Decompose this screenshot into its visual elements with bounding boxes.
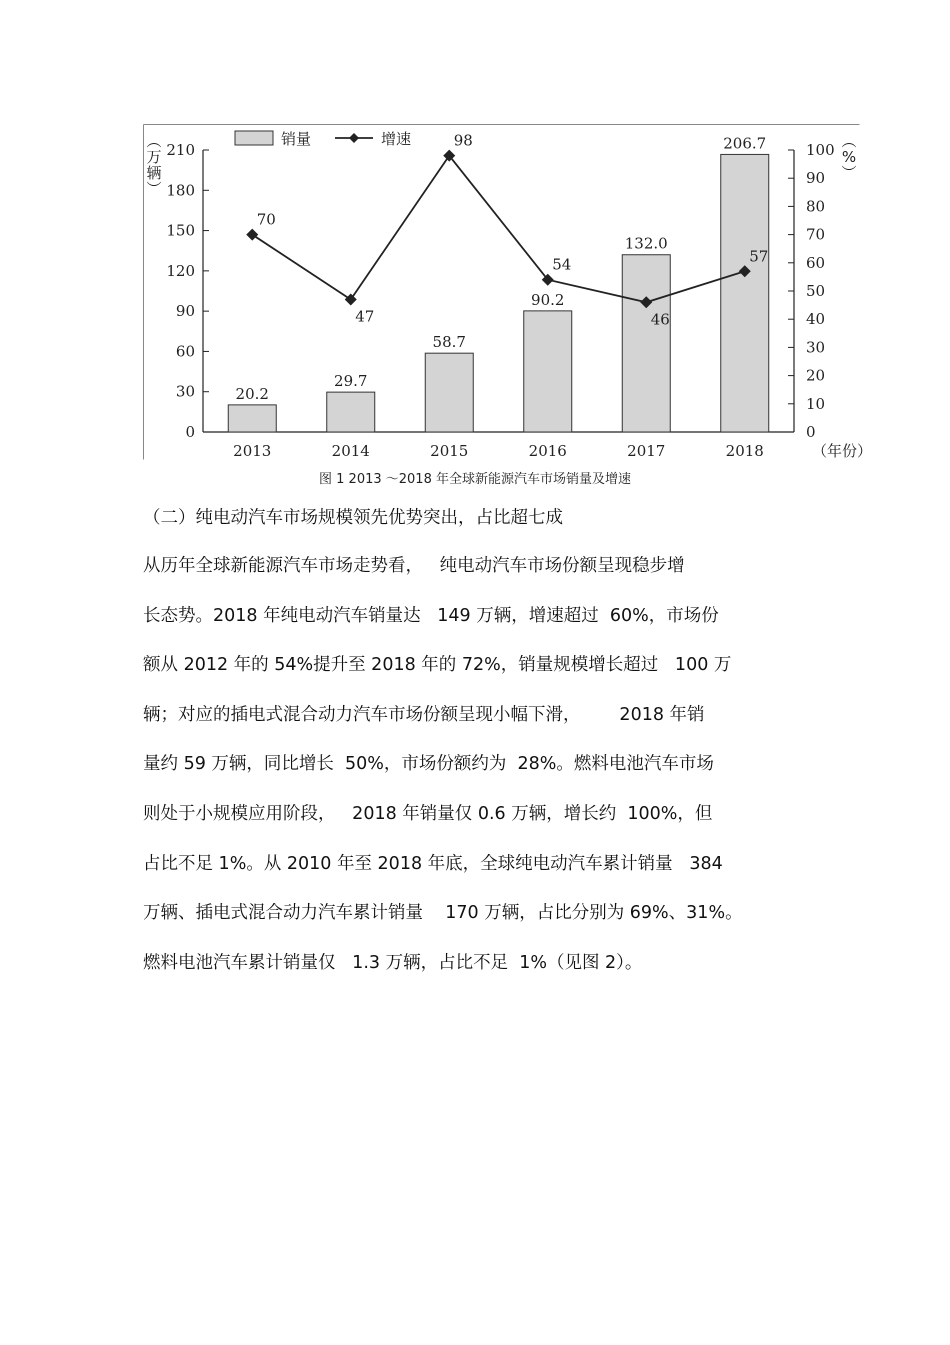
right-tick-label: 100 [806, 141, 835, 159]
left-axis-unit-label: 万 [146, 148, 162, 166]
bar-value-label: 29.7 [334, 372, 368, 391]
growth-value-label: 47 [355, 307, 375, 326]
growth-value-label: 54 [552, 255, 572, 274]
bar-value-label: 58.7 [432, 333, 466, 352]
legend-bar-label: 销量 [281, 130, 312, 148]
bar-value-label: 20.2 [235, 384, 269, 403]
left-tick-label: 90 [175, 302, 195, 321]
x-tick-label: 2015 [430, 442, 469, 460]
paragraph-line: 额从 2012 年的 54%提升至 2018 年的 72%，销量规模增长超过 100 万 [143, 655, 732, 676]
right-tick-label: 20 [806, 366, 826, 385]
growth-value-label: 70 [256, 210, 276, 229]
right-tick-label: 60 [806, 253, 826, 272]
left-tick-label: 30 [175, 382, 195, 401]
left-tick-label: 150 [166, 221, 195, 240]
growth-value-label: 46 [650, 310, 670, 329]
growth-value-label: 57 [749, 247, 769, 266]
left-axis-unit-label: 辆 [146, 164, 162, 182]
left-tick-label: 180 [166, 181, 195, 200]
bar-2017 [622, 255, 670, 432]
bar-2013 [228, 405, 276, 432]
right-axis-unit-label: % [841, 148, 857, 166]
bar-2016 [524, 311, 572, 432]
x-tick-label: 2016 [528, 442, 567, 460]
paragraph-line: 辆；对应的插电式混合动力汽车市场份额呈现小幅下滑， 2018 年销 [143, 704, 705, 725]
legend-bar-swatch [235, 131, 273, 145]
growth-line [252, 156, 745, 303]
right-tick-label: 50 [806, 282, 826, 300]
bar-2018 [721, 154, 769, 432]
growth-marker-2014 [345, 293, 357, 305]
x-axis-label: （年份） [811, 442, 873, 460]
paragraph-line: 万辆、插电式混合动力汽车累计销量 170 万辆，占比分别为 69%、31%。 [143, 903, 743, 924]
legend-line-marker [349, 133, 359, 143]
right-tick-label: 30 [806, 338, 826, 357]
right-tick-label: 10 [806, 394, 826, 413]
paragraph-line: 则处于小规模应用阶段， 2018 年销量仅 0.6 万辆，增长约 100%，但 [143, 803, 713, 824]
x-tick-label: 2017 [627, 442, 666, 460]
paragraph-line: 量约 59 万辆，同比增长 50%，市场份额约为 28%。燃料电池汽车市场 [143, 754, 714, 775]
section-heading: （二）纯电动汽车市场规模领先优势突出，占比超七成 [143, 508, 563, 528]
left-tick-label: 60 [175, 342, 195, 361]
x-tick-label: 2014 [331, 442, 370, 460]
paragraph-line: 从历年全球新能源汽车市场走势看， 纯电动汽车市场份额呈现稳步增 [143, 556, 685, 576]
paragraph-line: 占比不足 1%。从 2010 年至 2018 年底，全球纯电动汽车累计销量 384 [143, 853, 723, 874]
x-tick-label: 2018 [725, 442, 764, 460]
right-axis-unit-label: ︶ [841, 164, 857, 182]
figure-caption: 图 1 2013 ～2018 年全球新能源汽车市场销量及增速 [319, 472, 631, 487]
bar-2015 [425, 353, 473, 432]
bar-value-label: 132.0 [624, 234, 668, 253]
bar-value-label: 90.2 [531, 290, 565, 309]
right-axis-unit-label: ︵ [841, 132, 857, 150]
left-axis-unit-label: ︵ [146, 132, 162, 150]
paragraph-line: 长态势。2018 年纯电动汽车销量达 149 万辆，增速超过 60%，市场份 [143, 605, 719, 626]
legend-line-label: 增速 [381, 130, 412, 148]
paragraph-line: 燃料电池汽车累计销量仅 1.3 万辆，占比不足 1%（见图 2）。 [143, 952, 643, 973]
right-tick-label: 70 [806, 225, 826, 244]
left-axis-unit-label: ︶ [146, 180, 162, 198]
bar-2014 [327, 392, 375, 432]
growth-value-label: 98 [453, 131, 473, 150]
chart-canvas [143, 124, 873, 460]
left-tick-label: 210 [166, 141, 195, 159]
x-tick-label: 2013 [233, 442, 272, 460]
body-paragraph [143, 546, 823, 992]
right-tick-label: 80 [806, 197, 826, 216]
left-tick-label: 120 [166, 261, 195, 280]
bar-value-label: 206.7 [723, 134, 767, 153]
growth-marker-2013 [246, 229, 258, 241]
sales-growth-chart [143, 124, 873, 460]
right-tick-label: 40 [806, 310, 826, 329]
left-tick-label: 0 [185, 423, 195, 441]
right-tick-label: 0 [806, 423, 816, 441]
right-tick-label: 90 [806, 169, 826, 188]
